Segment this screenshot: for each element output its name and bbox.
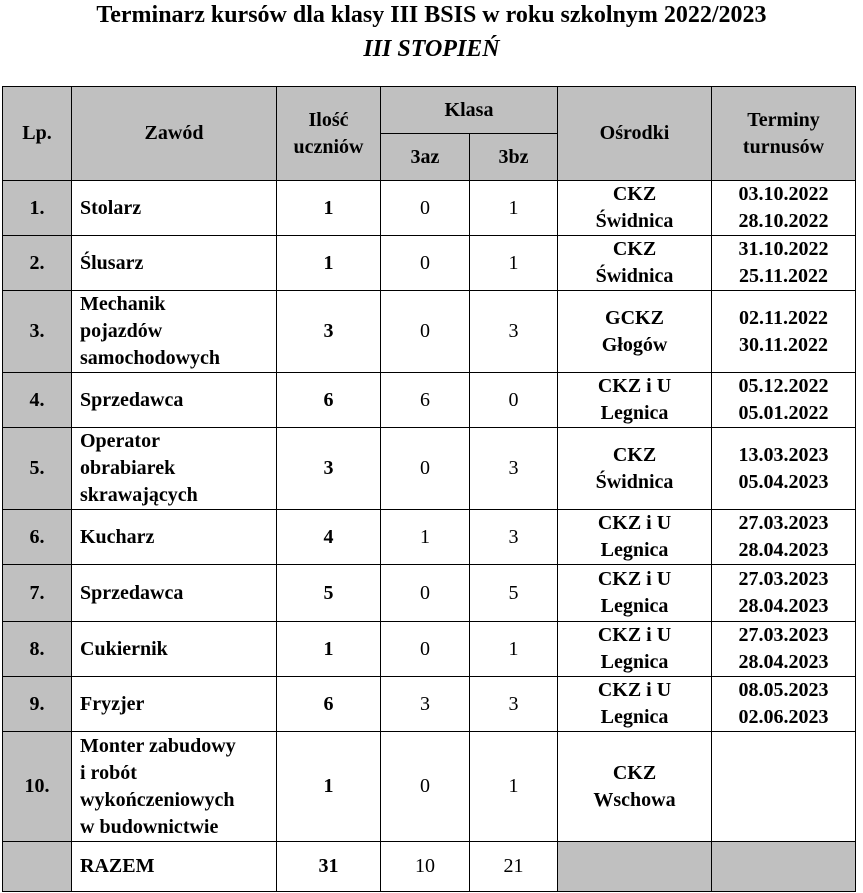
table-row [3,510,856,565]
header-ilosc-line1: Ilość [308,108,349,131]
cell-lp: 6. [3,510,72,565]
cell-zawod-line: Monter zabudowy [80,734,236,757]
cell-terminy [712,510,856,565]
total-osrodki-empty [558,842,712,892]
table-row [3,181,856,236]
cell-zawod-line: Sprzedawca [80,388,184,411]
cell-3bz: 5 [470,565,558,622]
cell-3az: 0 [381,428,470,510]
cell-terminy-line: 03.10.2022 [738,183,829,205]
cell-3az: 0 [381,291,470,373]
cell-lp: 4. [3,373,72,428]
cell-ilosc: 5 [277,565,381,622]
cell-lp: 8. [3,622,72,677]
cell-zawod-line: obrabiarek [80,457,176,479]
header-terminy-line2: turnusów [742,135,825,158]
total-terminy-empty [712,842,856,892]
cell-3bz: 3 [470,428,558,510]
cell-terminy-line: 27.03.2023 [738,568,829,590]
cell-osrodek [558,373,712,428]
cell-osrodek-line: Świdnica [595,470,674,493]
cell-osrodek-line: Legnica [600,706,669,728]
cell-terminy-line: 25.11.2022 [739,265,828,287]
cell-osrodek-line: CKZ i U [597,375,672,397]
cell-3bz: 3 [470,510,558,565]
cell-osrodek [558,622,712,677]
cell-ilosc: 6 [277,373,381,428]
header-terminy-line1: Terminy [747,108,820,131]
cell-zawod-line: samochodowych [80,347,221,369]
cell-3az: 6 [381,373,470,428]
cell-3az: 1 [381,510,470,565]
table-row [3,565,856,622]
cell-osrodek-line: Głogów [601,333,668,356]
cell-osrodek-line: Świdnica [595,265,674,287]
cell-terminy [712,732,856,842]
cell-terminy-line: 05.04.2023 [738,470,829,493]
total-label: RAZEM [72,842,277,892]
cell-terminy-line: 08.05.2023 [738,679,829,701]
cell-zawod-line: w budownictwie [80,815,219,838]
cell-terminy [712,236,856,291]
cell-osrodek-line: CKZ i U [597,568,672,590]
cell-ilosc: 6 [277,677,381,732]
cell-zawod-line: Ślusarz [80,251,144,274]
table-row [3,236,856,291]
cell-3bz: 1 [470,732,558,842]
cell-3az: 3 [381,677,470,732]
cell-ilosc: 1 [277,236,381,291]
cell-ilosc: 1 [277,181,381,236]
cell-ilosc: 3 [277,428,381,510]
cell-zawod-line: Cukiernik [80,637,168,660]
table-row [3,291,856,373]
cell-osrodek-line: CKZ i U [597,624,672,646]
cell-terminy [712,565,856,622]
cell-terminy-line: 13.03.2023 [738,443,829,466]
header-zawod: Zawód [72,87,277,181]
cell-osrodek-line: CKZ [612,761,657,784]
cell-3bz: 1 [470,181,558,236]
header-row-1 [3,87,856,134]
total-3bz: 21 [470,842,558,892]
cell-3bz: 3 [470,291,558,373]
cell-3az: 0 [381,236,470,291]
table-row [3,622,856,677]
header-terminy [712,87,856,181]
cell-zawod [72,373,277,428]
cell-osrodek [558,510,712,565]
cell-lp: 10. [3,732,72,842]
cell-zawod [72,181,277,236]
header-klasa: Klasa [381,87,558,134]
cell-terminy-line: 05.12.2022 [738,375,829,397]
cell-osrodek [558,677,712,732]
cell-osrodek-line: Legnica [600,539,669,561]
cell-terminy-line: 02.11.2022 [739,306,828,329]
cell-osrodek [558,565,712,622]
cell-terminy-line: 05.01.2022 [738,402,829,424]
cell-terminy [712,428,856,510]
cell-terminy-line: 28.04.2023 [738,539,829,561]
cell-terminy [712,622,856,677]
cell-zawod-line: Fryzjer [80,692,145,715]
table-body [3,181,856,892]
total-ilosc: 31 [277,842,381,892]
cell-terminy-line: 28.04.2023 [738,651,829,673]
total-row [3,842,856,892]
cell-zawod-line: pojazdów [80,320,163,342]
cell-zawod [72,622,277,677]
header-lp: Lp. [3,87,72,181]
cell-terminy [712,677,856,732]
cell-ilosc: 1 [277,622,381,677]
total-lp-empty [3,842,72,892]
cell-zawod [72,732,277,842]
cell-terminy-line: 28.10.2022 [738,210,829,232]
cell-3az: 0 [381,622,470,677]
cell-osrodek [558,181,712,236]
cell-lp: 1. [3,181,72,236]
cell-ilosc: 4 [277,510,381,565]
cell-terminy [712,291,856,373]
header-ilosc [277,87,381,181]
header-klasa-3az: 3az [381,134,470,181]
header-klasa-3bz: 3bz [470,134,558,181]
cell-osrodek-line: CKZ i U [597,679,672,701]
cell-terminy-line: 27.03.2023 [738,512,829,534]
cell-osrodek-line: CKZ [612,443,657,466]
cell-lp: 5. [3,428,72,510]
cell-zawod [72,565,277,622]
cell-3az: 0 [381,181,470,236]
cell-osrodek-line: Świdnica [595,210,674,232]
cell-osrodek-line: Legnica [600,595,669,617]
cell-zawod-line: Kucharz [80,525,155,548]
cell-osrodek [558,428,712,510]
cell-zawod [72,291,277,373]
cell-lp: 9. [3,677,72,732]
cell-osrodek-line: CKZ i U [597,512,672,534]
cell-lp: 2. [3,236,72,291]
cell-3bz: 1 [470,236,558,291]
cell-ilosc: 3 [277,291,381,373]
cell-zawod-line: i robót [80,761,137,784]
cell-osrodek [558,291,712,373]
total-3az: 10 [381,842,470,892]
header-osrodki: Ośrodki [558,87,712,181]
cell-terminy [712,181,856,236]
cell-terminy-line: 31.10.2022 [738,238,829,260]
cell-osrodek-line: Legnica [600,651,669,673]
table-row [3,732,856,842]
cell-terminy-line: 28.04.2023 [738,595,829,617]
cell-lp: 3. [3,291,72,373]
cell-zawod-line: wykończeniowych [80,788,235,811]
cell-zawod [72,236,277,291]
cell-terminy [712,373,856,428]
cell-osrodek [558,732,712,842]
cell-osrodek-line: Legnica [600,402,669,424]
table-row [3,428,856,510]
cell-osrodek-line: GCKZ [605,306,664,329]
cell-osrodek [558,236,712,291]
cell-zawod [72,677,277,732]
cell-zawod-line: Sprzedawca [80,581,184,604]
cell-3bz: 3 [470,677,558,732]
cell-zawod-line: Stolarz [80,196,142,219]
cell-osrodek-line: Wschowa [593,788,676,811]
header-ilosc-line2: uczniów [293,135,364,158]
cell-osrodek-line: CKZ [612,238,657,260]
cell-3az: 0 [381,565,470,622]
table-row [3,373,856,428]
cell-zawod [72,428,277,510]
cell-3bz: 0 [470,373,558,428]
cell-lp: 7. [3,565,72,622]
cell-zawod-line: Mechanik [80,293,166,315]
course-schedule-table [2,86,856,892]
cell-zawod-line: Operator [80,430,160,452]
cell-terminy-line: 02.06.2023 [738,706,829,728]
cell-3bz: 1 [470,622,558,677]
cell-3az: 0 [381,732,470,842]
table-row [3,677,856,732]
title-main: Terminarz kursów dla klasy III BSIS w roku szkolnym 2022/2023 [96,2,767,28]
cell-ilosc: 1 [277,732,381,842]
cell-terminy-line: 27.03.2023 [738,624,829,646]
title-subtitle: III STOPIEŃ [363,36,500,62]
cell-osrodek-line: CKZ [612,183,657,205]
cell-zawod [72,510,277,565]
cell-terminy-line: 30.11.2022 [739,333,828,356]
cell-zawod-line: skrawających [80,484,198,506]
